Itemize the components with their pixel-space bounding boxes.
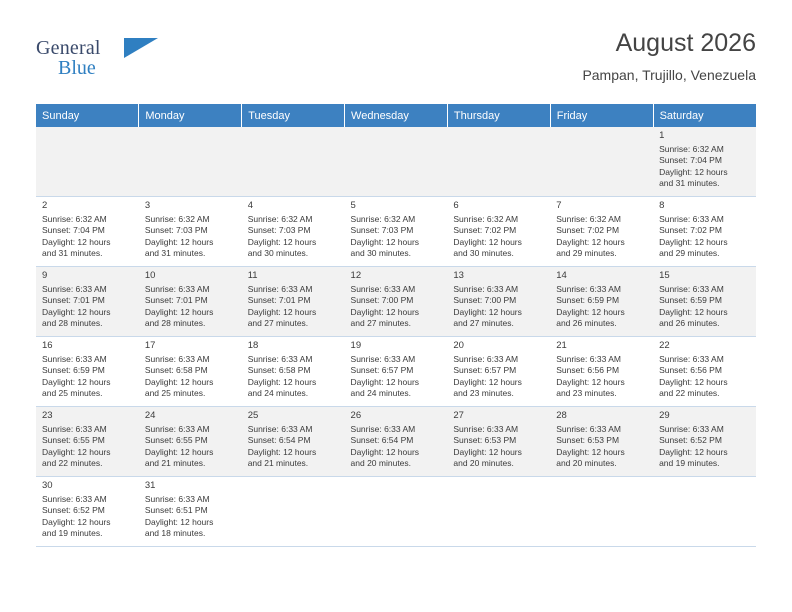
day-number: 3: [144, 200, 151, 211]
logo-text-blue: Blue: [58, 57, 96, 79]
day-info-line: Sunrise: 6:33 AM: [350, 423, 416, 434]
day-info-line: Sunrise: 6:32 AM: [350, 213, 416, 224]
day-info-line: and 18 minutes.: [144, 528, 206, 538]
day-info-line: Sunrise: 6:33 AM: [659, 423, 724, 434]
day-info-line: Sunrise: 6:33 AM: [453, 353, 519, 364]
day-sun-info: [556, 354, 649, 400]
day-info-line: and 27 minutes.: [453, 318, 514, 328]
calendar-day-cell[interactable]: [447, 407, 550, 477]
day-info-line: Sunset: 6:58 PM: [247, 365, 311, 375]
general-blue-logo: [36, 26, 186, 78]
day-info-line: and 19 minutes.: [42, 528, 103, 538]
day-info-line: Sunset: 7:02 PM: [556, 225, 620, 235]
calendar-day-cell[interactable]: [447, 337, 550, 407]
day-info-line: Sunset: 7:00 PM: [453, 295, 517, 305]
day-number: 27: [453, 410, 464, 421]
day-info-line: Sunrise: 6:32 AM: [659, 143, 724, 154]
calendar-day-cell[interactable]: [447, 197, 550, 267]
day-info-line: Sunrise: 6:33 AM: [144, 423, 210, 434]
day-info-line: and 26 minutes.: [556, 318, 617, 328]
day-info-line: Sunset: 6:55 PM: [42, 435, 105, 445]
calendar-empty-cell: [345, 127, 448, 197]
day-sun-info: [42, 424, 135, 470]
day-info-line: Daylight: 12 hours: [247, 306, 317, 317]
weekday-header-wednesday: Wednesday: [345, 104, 448, 127]
day-sun-info: [556, 214, 649, 260]
day-info-line: Daylight: 12 hours: [144, 516, 214, 527]
day-sun-info: [453, 214, 546, 260]
calendar-day-cell[interactable]: [653, 407, 756, 477]
day-info-line: and 27 minutes.: [247, 318, 309, 328]
day-info-line: Sunrise: 6:32 AM: [144, 213, 210, 224]
day-info-line: Sunrise: 6:33 AM: [659, 213, 724, 224]
day-info-line: and 20 minutes.: [350, 458, 412, 468]
day-sun-info: [453, 354, 546, 400]
calendar-week-row: [36, 197, 756, 267]
day-info-line: Sunrise: 6:33 AM: [350, 283, 416, 294]
day-sun-info: [659, 354, 752, 400]
day-number: 5: [350, 200, 356, 211]
day-number: 16: [42, 340, 53, 351]
weekday-header-thursday: Thursday: [447, 104, 550, 127]
day-info-line: Sunset: 7:02 PM: [659, 225, 722, 235]
calendar-day-cell[interactable]: [36, 477, 139, 547]
weekday-header-sunday: Sunday: [36, 104, 139, 127]
day-sun-info: [351, 284, 444, 330]
day-info-line: Sunrise: 6:32 AM: [453, 213, 519, 224]
calendar-empty-cell: [345, 477, 448, 547]
day-info-line: Sunset: 7:04 PM: [659, 155, 722, 165]
day-sun-info: [248, 214, 341, 260]
day-info-line: Daylight: 12 hours: [659, 446, 728, 457]
day-sun-info: [659, 424, 752, 470]
day-info-line: Sunset: 6:56 PM: [659, 365, 722, 375]
calendar-empty-cell: [447, 127, 550, 197]
day-number: 19: [350, 340, 362, 351]
day-info-line: Sunrise: 6:33 AM: [144, 283, 210, 294]
weekday-header-saturday: Saturday: [653, 104, 756, 127]
day-info-line: Sunrise: 6:33 AM: [350, 353, 416, 364]
day-number: 1: [659, 130, 665, 141]
day-info-line: and 30 minutes.: [247, 248, 309, 258]
day-sun-info: [42, 214, 135, 260]
title-block: [582, 26, 756, 86]
calendar-empty-cell: [242, 127, 345, 197]
calendar-day-cell[interactable]: [36, 267, 139, 337]
day-info-line: and 20 minutes.: [453, 458, 514, 468]
day-number: 12: [350, 270, 362, 281]
day-number: 13: [453, 270, 464, 281]
day-number: 14: [556, 270, 567, 281]
calendar-empty-cell: [36, 127, 139, 197]
day-info-line: and 31 minutes.: [659, 178, 720, 188]
calendar-day-cell[interactable]: [36, 337, 139, 407]
calendar-empty-cell: [550, 127, 653, 197]
day-info-line: Sunset: 6:54 PM: [247, 435, 311, 445]
logo-flag-icon: [124, 38, 158, 58]
page-header: [36, 26, 756, 96]
day-info-line: Sunrise: 6:33 AM: [247, 283, 313, 294]
day-info-line: Daylight: 12 hours: [556, 306, 625, 317]
day-info-line: Daylight: 12 hours: [144, 306, 214, 317]
calendar-day-cell[interactable]: [653, 337, 756, 407]
day-info-line: and 30 minutes.: [453, 248, 514, 258]
calendar-week-row: [36, 337, 756, 407]
day-info-line: Daylight: 12 hours: [247, 236, 317, 247]
day-info-line: Sunset: 6:59 PM: [556, 295, 620, 305]
day-number: 26: [350, 410, 362, 421]
day-info-line: and 30 minutes.: [350, 248, 412, 258]
day-sun-info: [351, 354, 444, 400]
day-sun-info: [248, 284, 341, 330]
calendar-day-cell[interactable]: [139, 337, 242, 407]
day-info-line: and 28 minutes.: [42, 318, 103, 328]
day-info-line: and 24 minutes.: [350, 388, 412, 398]
day-info-line: Daylight: 12 hours: [453, 446, 522, 457]
day-info-line: Sunrise: 6:33 AM: [42, 423, 107, 434]
calendar-day-cell[interactable]: [345, 407, 448, 477]
day-info-line: Sunrise: 6:32 AM: [247, 213, 313, 224]
calendar-day-cell[interactable]: [36, 197, 139, 267]
day-sun-info: [42, 284, 135, 330]
day-info-line: and 29 minutes.: [556, 248, 617, 258]
calendar-day-cell[interactable]: [550, 267, 653, 337]
calendar-day-cell[interactable]: [139, 477, 242, 547]
day-info-line: Sunset: 6:53 PM: [453, 435, 517, 445]
day-info-line: Daylight: 12 hours: [659, 376, 728, 387]
day-info-line: Sunrise: 6:33 AM: [659, 283, 724, 294]
calendar-day-cell[interactable]: [653, 267, 756, 337]
day-info-line: Sunset: 6:59 PM: [659, 295, 722, 305]
day-info-line: Sunset: 6:55 PM: [144, 435, 208, 445]
day-info-line: Sunrise: 6:33 AM: [659, 353, 724, 364]
day-sun-info: [42, 354, 135, 400]
day-number: 24: [144, 410, 156, 421]
day-info-line: Sunset: 6:52 PM: [42, 505, 105, 515]
calendar-empty-cell: [139, 127, 242, 197]
calendar-day-cell[interactable]: [242, 267, 345, 337]
day-sun-info: [351, 424, 444, 470]
day-info-line: Sunrise: 6:33 AM: [556, 283, 621, 294]
weekday-header-row: [36, 104, 756, 127]
day-info-line: Sunrise: 6:33 AM: [144, 353, 210, 364]
day-number: 23: [42, 410, 53, 421]
day-number: 30: [42, 480, 53, 491]
day-number: 28: [556, 410, 567, 421]
day-info-line: and 31 minutes.: [144, 248, 206, 258]
day-sun-info: [659, 144, 752, 190]
day-info-line: and 24 minutes.: [247, 388, 309, 398]
weekday-header-tuesday: Tuesday: [242, 104, 345, 127]
day-info-line: Sunset: 6:57 PM: [453, 365, 517, 375]
calendar-day-cell[interactable]: [139, 267, 242, 337]
day-number: 29: [659, 410, 670, 421]
day-number: 4: [247, 200, 253, 211]
day-sun-info: [248, 354, 341, 400]
day-info-line: and 26 minutes.: [659, 318, 720, 328]
day-info-line: Sunrise: 6:33 AM: [247, 353, 313, 364]
day-info-line: Daylight: 12 hours: [42, 516, 111, 527]
day-number: 17: [144, 340, 156, 351]
day-info-line: Sunset: 7:03 PM: [350, 225, 414, 235]
day-info-line: Daylight: 12 hours: [42, 376, 111, 387]
day-info-line: Sunset: 6:52 PM: [659, 435, 722, 445]
calendar-day-cell[interactable]: [139, 197, 242, 267]
day-info-line: Daylight: 12 hours: [247, 376, 317, 387]
calendar-day-cell[interactable]: [345, 337, 448, 407]
day-info-line: Sunrise: 6:33 AM: [453, 283, 519, 294]
day-info-line: Daylight: 12 hours: [453, 306, 522, 317]
logo-text-general: General: [36, 37, 101, 59]
page-subtitle: Pampan, Trujillo, Venezuela: [582, 67, 756, 83]
day-sun-info: [556, 284, 649, 330]
day-number: 15: [659, 270, 670, 281]
day-info-line: Daylight: 12 hours: [453, 236, 522, 247]
day-info-line: and 29 minutes.: [659, 248, 720, 258]
day-info-line: Sunset: 7:01 PM: [42, 295, 105, 305]
day-info-line: Daylight: 12 hours: [144, 376, 214, 387]
calendar-day-cell[interactable]: [550, 407, 653, 477]
calendar-day-cell[interactable]: [550, 197, 653, 267]
calendar-day-cell[interactable]: [139, 407, 242, 477]
day-sun-info: [659, 284, 752, 330]
day-info-line: Daylight: 12 hours: [144, 446, 214, 457]
calendar-empty-cell: [550, 477, 653, 547]
day-info-line: Daylight: 12 hours: [556, 376, 625, 387]
day-info-line: and 22 minutes.: [659, 388, 720, 398]
day-info-line: and 27 minutes.: [350, 318, 412, 328]
day-number: 31: [144, 480, 156, 491]
day-info-line: Sunset: 6:56 PM: [556, 365, 620, 375]
day-info-line: Sunset: 7:03 PM: [247, 225, 311, 235]
calendar-day-cell[interactable]: [242, 197, 345, 267]
day-info-line: Daylight: 12 hours: [659, 166, 728, 177]
day-info-line: Sunset: 7:01 PM: [144, 295, 208, 305]
day-info-line: and 28 minutes.: [144, 318, 206, 328]
day-number: 6: [453, 200, 459, 211]
day-info-line: Sunrise: 6:33 AM: [144, 493, 210, 504]
calendar-week-row: [36, 407, 756, 477]
day-sun-info: [145, 214, 238, 260]
day-info-line: Sunset: 6:54 PM: [350, 435, 414, 445]
day-info-line: Daylight: 12 hours: [144, 236, 214, 247]
day-info-line: Sunset: 6:57 PM: [350, 365, 414, 375]
day-info-line: Sunset: 6:58 PM: [144, 365, 208, 375]
day-number: 21: [556, 340, 567, 351]
calendar-day-cell[interactable]: [242, 407, 345, 477]
day-sun-info: [145, 424, 238, 470]
day-info-line: Daylight: 12 hours: [659, 306, 728, 317]
day-info-line: Sunset: 6:59 PM: [42, 365, 105, 375]
day-info-line: Sunrise: 6:33 AM: [42, 493, 107, 504]
calendar-empty-cell: [447, 477, 550, 547]
calendar-empty-cell: [653, 477, 756, 547]
calendar-week-row: [36, 477, 756, 547]
calendar-empty-cell: [242, 477, 345, 547]
day-info-line: Sunset: 7:00 PM: [350, 295, 414, 305]
day-info-line: and 19 minutes.: [659, 458, 720, 468]
day-info-line: Sunset: 6:51 PM: [144, 505, 208, 515]
weekday-header-monday: Monday: [139, 104, 242, 127]
day-info-line: and 21 minutes.: [144, 458, 206, 468]
day-info-line: Daylight: 12 hours: [42, 446, 111, 457]
day-info-line: Sunrise: 6:33 AM: [42, 353, 107, 364]
day-sun-info: [248, 424, 341, 470]
calendar-day-cell[interactable]: [345, 197, 448, 267]
day-info-line: Daylight: 12 hours: [42, 236, 111, 247]
day-sun-info: [659, 214, 752, 260]
calendar-day-cell[interactable]: [653, 127, 756, 197]
day-number: 20: [453, 340, 464, 351]
day-info-line: Daylight: 12 hours: [350, 376, 420, 387]
day-sun-info: [351, 214, 444, 260]
day-info-line: and 22 minutes.: [42, 458, 103, 468]
day-info-line: and 23 minutes.: [556, 388, 617, 398]
day-info-line: Daylight: 12 hours: [556, 236, 625, 247]
day-info-line: Sunrise: 6:32 AM: [42, 213, 107, 224]
day-sun-info: [145, 494, 238, 540]
day-info-line: and 21 minutes.: [247, 458, 309, 468]
day-info-line: Daylight: 12 hours: [350, 446, 420, 457]
day-sun-info: [556, 424, 649, 470]
day-sun-info: [453, 284, 546, 330]
day-info-line: Sunset: 7:03 PM: [144, 225, 208, 235]
calendar-day-cell[interactable]: [653, 197, 756, 267]
calendar-day-cell[interactable]: [36, 407, 139, 477]
calendar-day-cell[interactable]: [345, 267, 448, 337]
day-sun-info: [453, 424, 546, 470]
day-info-line: Daylight: 12 hours: [350, 306, 420, 317]
day-info-line: Sunset: 7:02 PM: [453, 225, 517, 235]
day-info-line: Daylight: 12 hours: [247, 446, 317, 457]
calendar-day-cell[interactable]: [447, 267, 550, 337]
day-info-line: Sunrise: 6:33 AM: [247, 423, 313, 434]
day-number: 8: [659, 200, 665, 211]
day-info-line: and 25 minutes.: [144, 388, 206, 398]
day-info-line: Sunrise: 6:32 AM: [556, 213, 621, 224]
day-info-line: Sunset: 7:04 PM: [42, 225, 105, 235]
day-info-line: Sunrise: 6:33 AM: [42, 283, 107, 294]
calendar-day-cell[interactable]: [550, 337, 653, 407]
calendar-week-row: [36, 267, 756, 337]
day-info-line: Sunrise: 6:33 AM: [556, 353, 621, 364]
day-number: 10: [144, 270, 156, 281]
day-info-line: Daylight: 12 hours: [659, 236, 728, 247]
day-number: 22: [659, 340, 670, 351]
day-info-line: and 20 minutes.: [556, 458, 617, 468]
day-number: 18: [247, 340, 259, 351]
day-info-line: Daylight: 12 hours: [42, 306, 111, 317]
day-info-line: Sunset: 6:53 PM: [556, 435, 620, 445]
calendar-body: [36, 127, 756, 547]
calendar-week-row: [36, 127, 756, 197]
day-info-line: Sunrise: 6:33 AM: [453, 423, 519, 434]
day-info-line: and 31 minutes.: [42, 248, 103, 258]
day-number: 9: [42, 270, 48, 281]
day-info-line: Daylight: 12 hours: [556, 446, 625, 457]
day-number: 7: [556, 200, 562, 211]
weekday-header-friday: Friday: [550, 104, 653, 127]
page-title: August 2026: [615, 29, 756, 57]
day-sun-info: [42, 494, 135, 540]
day-info-line: and 25 minutes.: [42, 388, 103, 398]
day-info-line: Daylight: 12 hours: [350, 236, 420, 247]
day-sun-info: [145, 354, 238, 400]
calendar-day-cell[interactable]: [242, 337, 345, 407]
day-sun-info: [145, 284, 238, 330]
day-number: 11: [247, 270, 258, 281]
day-info-line: Daylight: 12 hours: [453, 376, 522, 387]
day-info-line: Sunrise: 6:33 AM: [556, 423, 621, 434]
day-info-line: and 23 minutes.: [453, 388, 514, 398]
day-info-line: Sunset: 7:01 PM: [247, 295, 311, 305]
day-number: 25: [247, 410, 259, 421]
calendar-table: [36, 104, 756, 547]
day-number: 2: [42, 200, 48, 211]
